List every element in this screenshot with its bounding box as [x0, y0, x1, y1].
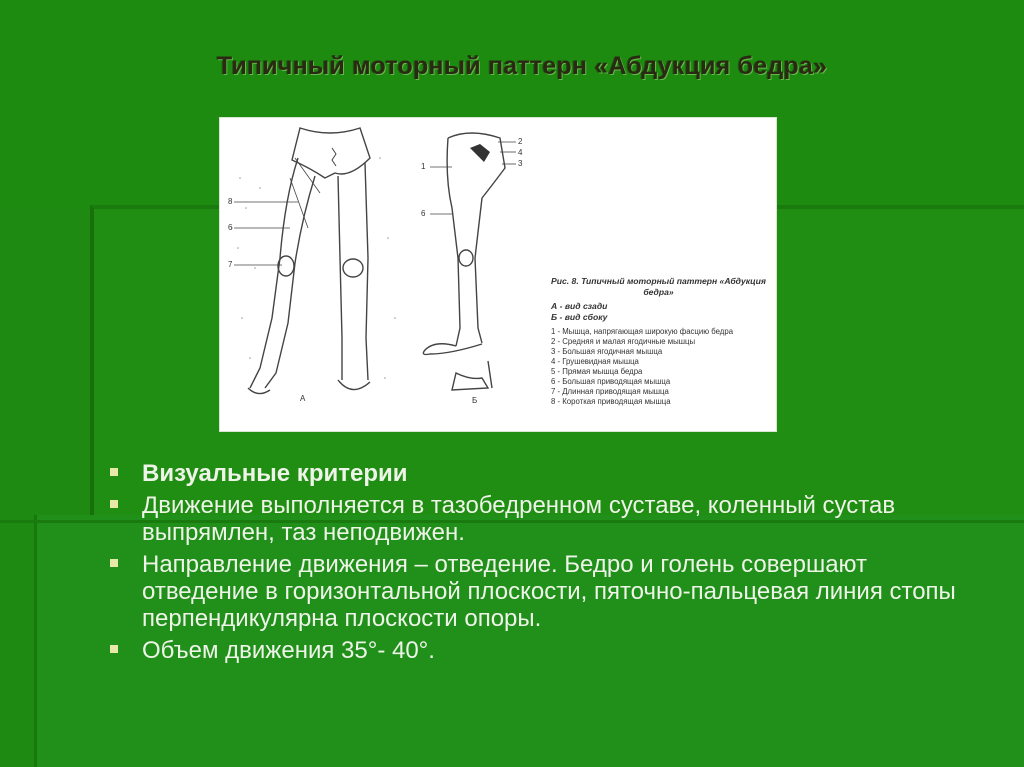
pointer-number: 1: [421, 162, 426, 171]
legend-item: 7 - Длинная приводящая мышца: [551, 387, 669, 396]
bullet-text: Движение выполняется в тазобедренном суставе, коленный сустав выпрямлен, таз неподвижен.: [142, 492, 896, 546]
caption-views: [551, 301, 766, 322]
lateral-view-leg: [423, 133, 505, 390]
posterior-view-legs: [248, 128, 370, 394]
panel-label-a: А: [300, 394, 306, 403]
legend-item: 5 - Прямая мышца бедра: [551, 367, 643, 376]
anatomy-figure: [220, 118, 776, 431]
bullet-text: Объем движения 35°- 40°.: [142, 637, 435, 664]
legend-item: 4 - Грушевидная мышца: [551, 357, 639, 366]
caption-legend: [551, 327, 766, 407]
figure-caption: [551, 276, 766, 407]
pointer-number: 4: [518, 148, 523, 157]
bullet-item: [100, 551, 970, 632]
pointer-number: 6: [421, 209, 426, 218]
pointer-number: 7: [228, 260, 233, 269]
legend-item: 2 - Средняя и малая ягодичные мышцы: [551, 337, 696, 346]
panel-label-b: Б: [472, 396, 478, 405]
pointer-number: 6: [228, 223, 233, 232]
caption-title: Рис. 8. Типичный моторный паттерн «Абдукция бедра»: [551, 276, 766, 297]
legend-item: 6 - Большая приводящая мышца: [551, 377, 671, 386]
bullet-list: [100, 460, 970, 669]
square-bullet-icon: [110, 559, 118, 567]
legend-item: 1 - Мышца, напрягающая широкую фасцию бедра: [551, 327, 734, 336]
bullet-text: Направление движения – отведение. Бедро и голень совершают отведение в горизонтальной плоскости, пяточно-пальцевая линия стопы перпендикулярна плоскости опоры.: [142, 551, 956, 632]
caption-view-item: А - вид сзади: [551, 301, 608, 311]
legend-item: 8 - Короткая приводящая мышца: [551, 397, 671, 406]
square-bullet-icon: [110, 645, 118, 653]
bullet-item: [100, 460, 970, 487]
pointer-number: 8: [228, 197, 233, 206]
stipple-shading: [231, 157, 396, 379]
square-bullet-icon: [110, 500, 118, 508]
pointer-number: 3: [518, 159, 523, 168]
legend-item: 3 - Большая ягодичная мышца: [551, 347, 663, 356]
bullet-item: [100, 492, 970, 546]
slide-title: Типичный моторный паттерн «Абдукция бедра»: [216, 52, 828, 80]
pointer-number: 2: [518, 137, 523, 146]
caption-view-item: Б - вид сбоку: [551, 311, 608, 322]
bullet-text: Визуальные критерии: [142, 460, 408, 487]
square-bullet-icon: [110, 468, 118, 476]
pointer-lines-a: [234, 202, 298, 265]
bullet-item: [100, 637, 970, 664]
